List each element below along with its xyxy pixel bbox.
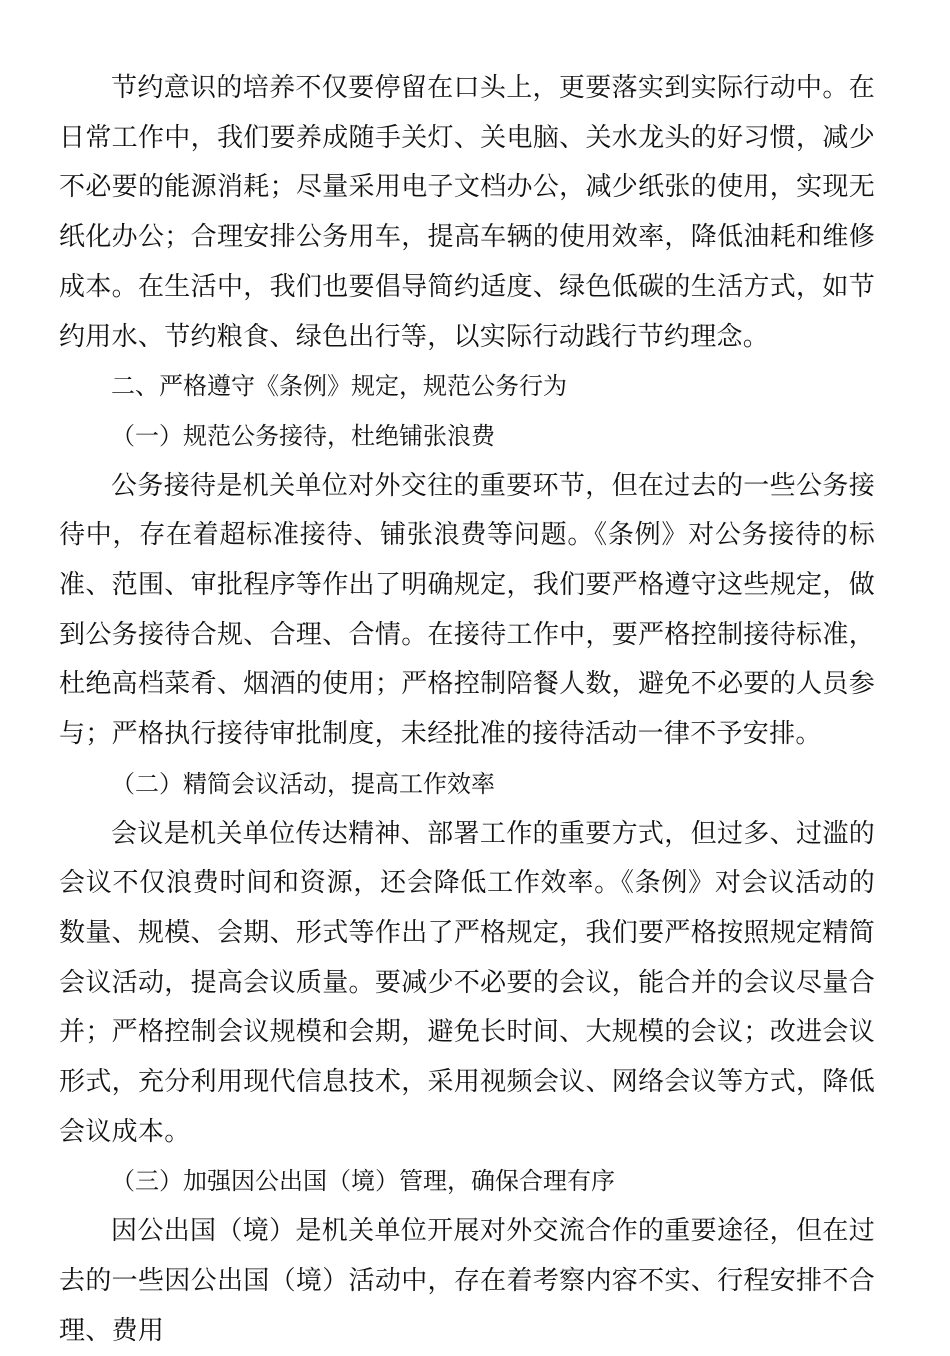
paragraph-saving-awareness: 节约意识的培养不仅要停留在口头上，更要落实到实际行动中。在日常工作中，我们要养成随手关灯、关电脑、关水龙头的好习惯，减少不必要的能源消耗；尽量采用电子文档办公，减少纸张的使用，实现无纸化办公；合理安排公务用车，提高车辆的使用效率，降低油耗和维修成本。在生活中，我们也要倡导简约适度、绿色低碳的生活方式，如节约用水、节约粮食、绿色出行等，以实际行动践行节约理念。 — [59, 73, 875, 352]
paragraph-meetings: 会议是机关单位传达精神、部署工作的重要方式，但过多、过滥的会议不仅浪费时间和资源，还会降低工作效率。《条例》对会议活动的数量、规模、会期、形式等作出了严格规定，我们要严格按照规定精简会议活动，提高会议质量。要减少不必要的会议，能合并的会议尽量合并；严格控制会议规模和会期，避免长时间、大规模的会议；改进会议形式，充分利用现代信息技术，采用视频会议、网络会议等方式，降低会议成本。 — [59, 818, 875, 1147]
subheading-overseas-travel: （三）加强因公出国（境）管理，确保合理有序 — [111, 1167, 615, 1196]
subheading-meetings: （二）精简会议活动，提高工作效率 — [111, 769, 495, 798]
section-heading-2: 二、严格遵守《条例》规定，规范公务行为 — [111, 372, 567, 401]
document-page — [59, 64, 875, 1356]
paragraph-overseas-travel: 因公出国（境）是机关单位开展对外交流合作的重要途径，但在过去的一些因公出国（境）活动中，存在着考察内容不实、行程安排不合理、费用 — [59, 1216, 875, 1346]
subheading-reception: （一）规范公务接待，杜绝铺张浪费 — [111, 421, 495, 450]
paragraph-reception: 公务接待是机关单位对外交往的重要环节，但在过去的一些公务接待中，存在着超标准接待、铺张浪费等问题。《条例》对公务接待的标准、范围、审批程序等作出了明确规定，我们要严格遵守这些规定，做到公务接待合规、合理、合情。在接待工作中，要严格控制接待标准，杜绝高档菜肴、烟酒的使用；严格控制陪餐人数，避免不必要的人员参与；严格执行接待审批制度，未经批准的接待活动一律不予安排。 — [59, 470, 875, 750]
